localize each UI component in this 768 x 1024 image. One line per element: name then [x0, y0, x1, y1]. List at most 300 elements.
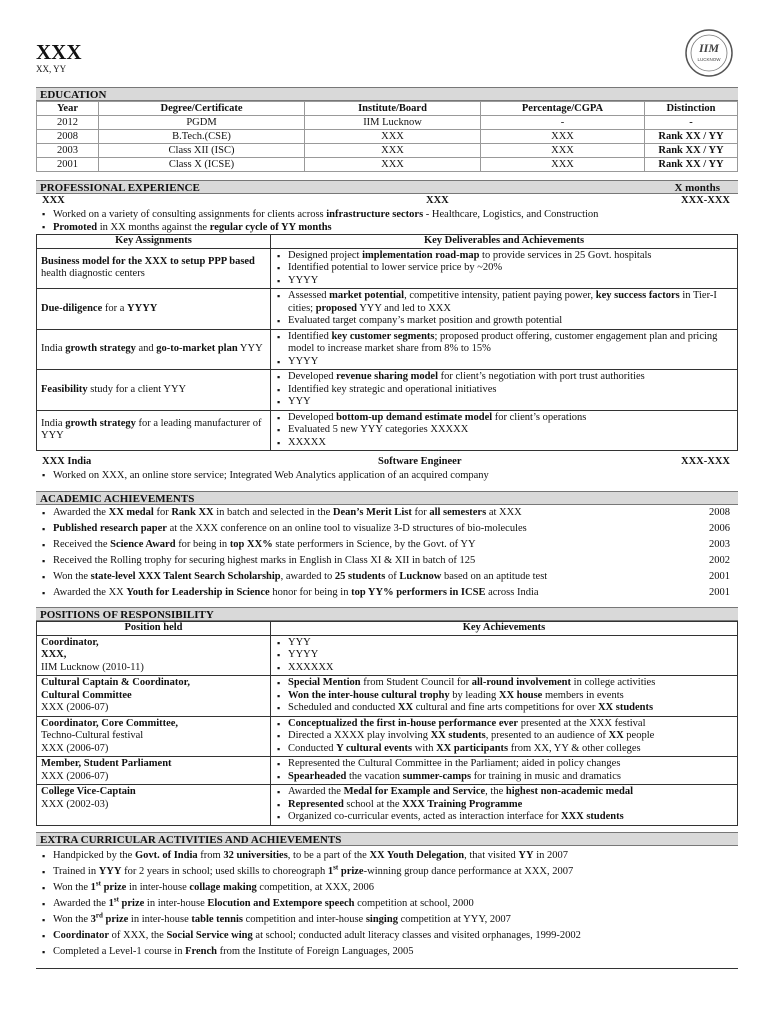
assignment-name — [37, 329, 271, 370]
logo-subtext: LUCKNOW — [697, 57, 721, 62]
logo-text: IIM — [698, 41, 720, 55]
text-run: Promoted — [53, 222, 98, 233]
text-run: 32 universities — [223, 849, 288, 861]
job1-bullet — [42, 221, 738, 234]
position-achievements — [271, 785, 738, 826]
position-achievements — [271, 635, 738, 676]
assignments-table — [36, 234, 738, 451]
deliverable-item — [277, 424, 733, 437]
text-run: Identified — [288, 330, 332, 342]
text-run: Evaluated target company’s market position and growth potential — [288, 315, 563, 326]
academic-list — [36, 505, 738, 601]
text-run: India — [41, 343, 66, 354]
text-run: YYYY — [288, 355, 319, 367]
text-run: regular cycle of YY months — [209, 222, 332, 233]
text-run: growth strategy — [65, 343, 136, 354]
text-run: at XXX — [486, 507, 522, 518]
text-run: YYYY — [288, 274, 319, 286]
text-run: based on an aptitude test — [441, 571, 548, 582]
text-run: presented at the XXX festival — [518, 717, 646, 729]
education-col-head: Degree/Certificate — [99, 102, 305, 116]
job1-dates: XXX-XXX — [681, 195, 730, 206]
text-run: Social Service wing — [166, 929, 253, 941]
text-run: XXX students — [560, 811, 624, 822]
text-run: rd — [95, 911, 103, 919]
extra-item — [42, 848, 738, 864]
extra-item — [42, 944, 738, 960]
text-run: top YY% performers in ICSE — [351, 587, 486, 598]
position-achievements — [271, 716, 738, 757]
position-achievement-item — [277, 649, 733, 662]
position-line — [41, 799, 266, 812]
text-run: health diagnostic centers — [41, 268, 145, 280]
text-run: competition, at XXX, 2006 — [256, 881, 375, 893]
text-run: XX house — [498, 689, 543, 701]
text-run: Published research paper — [53, 523, 167, 534]
text-run: Awarded the — [288, 786, 344, 797]
text-run: Worked on a variety of consulting assignments for clients across — [53, 209, 327, 220]
academic-year: 2002 — [709, 555, 730, 566]
extra-item — [42, 896, 738, 912]
text-run: YYY — [98, 865, 122, 877]
text-run: Conducted — [288, 742, 337, 754]
text-run: revenue sharing model — [336, 371, 438, 382]
education-cell: Class XII (ISC) — [99, 144, 305, 158]
text-run: prize — [118, 897, 145, 909]
academic-year: 2006 — [709, 523, 730, 534]
text-run: study for a client YYY — [87, 383, 187, 395]
text-run: st — [95, 879, 101, 887]
education-cell: XXX — [305, 130, 481, 144]
position-line — [41, 662, 266, 675]
academic-item — [36, 585, 738, 601]
text-run: Organized co-curricular events, acted as interaction interface for — [288, 811, 561, 822]
text-run: Trained in — [53, 865, 99, 877]
text-run: Scheduled and conducted — [288, 702, 398, 713]
text-run: Youth for Leadership in Science — [126, 587, 270, 598]
job2-role: Software Engineer — [378, 456, 462, 467]
text-run: Developed — [288, 371, 337, 382]
text-run: Coordinator, Core Committee, — [41, 717, 179, 729]
text-run: top XX% — [229, 539, 273, 550]
text-run: competition at school, 2000 — [354, 897, 474, 909]
deliverable-item — [277, 437, 733, 450]
text-run: XX participants — [436, 742, 509, 754]
text-run: YYY — [288, 396, 311, 407]
text-run: with — [412, 742, 437, 754]
academic-item — [36, 505, 738, 521]
text-run: Received the — [53, 539, 111, 550]
deliverable-item — [277, 275, 733, 288]
position-row — [37, 785, 738, 826]
education-col-head: Institute/Board — [305, 102, 481, 116]
academic-year: 2008 — [709, 507, 730, 518]
text-run: YYYY — [127, 302, 158, 314]
education-heading: EDUCATION — [36, 87, 738, 101]
position-achievement-item — [277, 690, 733, 703]
text-run: state performers in Science, by the Govt. of YY — [272, 539, 476, 550]
text-run: in batch and selected in the — [213, 507, 333, 518]
text-run: proposed — [315, 302, 357, 314]
text-run: Rank XX — [171, 507, 214, 518]
text-run: Special Mention — [288, 677, 361, 688]
text-run: , the — [485, 786, 506, 797]
education-row — [37, 144, 738, 158]
text-run: Due-diligence — [41, 302, 103, 314]
position-held — [37, 785, 271, 826]
assignment-row — [37, 248, 738, 289]
position-achievement-item — [277, 718, 733, 731]
text-run: for client’s operations — [492, 411, 587, 423]
job1-bullet — [42, 208, 738, 221]
assignment-deliverables — [271, 370, 738, 411]
job1-role: XXX — [426, 195, 449, 206]
text-run: in 2007 — [533, 849, 568, 861]
text-run: members in events — [542, 689, 624, 701]
text-run: infrastructure sectors — [326, 209, 424, 220]
text-run: YYY — [288, 636, 311, 648]
position-line — [41, 702, 266, 715]
academic-text — [42, 585, 539, 601]
text-run: honor for being in — [269, 587, 352, 598]
position-row — [37, 757, 738, 785]
text-run: key success factors — [595, 290, 680, 301]
text-run: Y cultural events — [336, 742, 413, 754]
education-cell: XXX — [481, 144, 645, 158]
education-row — [37, 130, 738, 144]
text-run: 25 students — [334, 571, 386, 582]
text-run: and — [135, 343, 157, 354]
text-run: from XX, YY & other colleges — [508, 742, 641, 754]
text-run: Science Award — [110, 539, 176, 550]
text-run: Coordinator — [53, 929, 109, 941]
position-line — [41, 771, 266, 784]
text-run: of XXX, the — [109, 929, 167, 941]
text-run: Completed a Level-1 course in — [53, 945, 186, 957]
text-run: 1 — [327, 865, 334, 877]
extra-item — [42, 880, 738, 896]
academic-item — [36, 537, 738, 553]
academic-text — [42, 569, 547, 585]
text-run: Cultural Captain & Coordinator, — [41, 677, 190, 688]
extra-item — [42, 912, 738, 928]
deliverable-item — [277, 331, 733, 356]
assignments-col-head: Key Assignments — [37, 235, 271, 249]
text-run: Dean’s Merit List — [332, 507, 412, 518]
education-cell: Rank XX / YY — [645, 144, 738, 158]
text-run: , competitive intensity, patient paying power, — [404, 290, 596, 301]
text-run: 1 — [90, 881, 96, 893]
position-row — [37, 676, 738, 717]
deliverable-item — [277, 315, 733, 328]
text-run: go-to-market plan — [156, 343, 238, 354]
text-run: XXX Training Programme — [402, 798, 523, 810]
assignment-deliverables — [271, 289, 738, 330]
text-run: , that visited — [464, 849, 519, 861]
text-run: Spearheaded — [288, 770, 347, 782]
text-run: in college activities — [571, 677, 656, 688]
assignment-row — [37, 329, 738, 370]
academic-year: 2003 — [709, 539, 730, 550]
text-run: XXX (2006-07) — [41, 770, 109, 782]
text-run: , presented to an audience of — [485, 730, 609, 741]
text-run: Elocution and Extempore speech — [207, 897, 355, 909]
position-row — [37, 716, 738, 757]
education-cell: - — [645, 116, 738, 130]
iim-logo — [684, 28, 734, 78]
education-cell: Class X (ICSE) — [99, 158, 305, 172]
academic-year: 2001 — [709, 571, 730, 582]
education-cell: B.Tech.(CSE) — [99, 130, 305, 144]
text-run: - Healthcare, Logistics, and Construction — [423, 209, 599, 220]
text-run: XX Youth Delegation — [369, 849, 465, 861]
text-run: Lucknow — [399, 571, 442, 582]
text-run: for training in music and dramatics — [471, 770, 621, 782]
text-run: highest non-academic medal — [505, 786, 634, 797]
text-run: bottom-up demand estimate model — [336, 411, 493, 423]
text-run: YYY — [237, 343, 263, 354]
text-run: competition and inter-house — [243, 913, 366, 925]
text-run: Cultural Committee — [41, 689, 132, 701]
text-run: for a leading manufacturer of YYY — [41, 417, 262, 442]
academic-text — [42, 505, 522, 521]
text-run: College Vice-Captain — [41, 786, 136, 797]
academic-text — [42, 553, 475, 569]
text-run: XXX (2006-07) — [41, 742, 109, 754]
text-run: school at the — [343, 798, 403, 810]
text-run: by leading — [449, 689, 499, 701]
text-run: -winning group dance performance at XXX, 2007 — [363, 865, 574, 877]
position-line — [41, 743, 266, 756]
resume-page — [36, 40, 738, 969]
extra-heading: EXTRA CURRICULAR ACTIVITIES AND ACHIEVEMENTS — [36, 832, 738, 846]
position-line — [41, 718, 266, 731]
text-run: 3 — [90, 913, 96, 925]
text-run: Evaluated 5 new YYY categories XXXXX — [288, 424, 469, 435]
footer-rule — [36, 968, 738, 969]
job1-line — [36, 194, 738, 208]
deliverable-item — [277, 396, 733, 409]
text-run: Coordinator, — [41, 636, 99, 648]
text-run: Represented the Cultural Committee in the Parliament; aided in policy changes — [288, 758, 621, 769]
text-run: growth strategy — [65, 417, 136, 429]
text-run: st — [113, 895, 119, 903]
education-col-head: Distinction — [645, 102, 738, 116]
position-line — [41, 786, 266, 799]
text-run: Handpicked by the — [53, 849, 135, 861]
position-line — [41, 758, 266, 771]
education-cell: - — [481, 116, 645, 130]
text-run: Identified potential to lower service price by ~20% — [288, 262, 503, 273]
deliverable-item — [277, 250, 733, 263]
education-cell: Rank XX / YY — [645, 158, 738, 172]
text-run: in XX months against the — [97, 222, 210, 233]
text-run: collage making — [189, 881, 257, 893]
education-table — [36, 101, 738, 172]
position-line — [41, 637, 266, 650]
deliverable-item — [277, 371, 733, 384]
job2-bullet: ▪ Worked on XXX, an online store service; Integrated Web Analytics application of an acquired company — [42, 469, 738, 482]
text-run: in inter-house — [144, 897, 208, 909]
assignment-deliverables — [271, 329, 738, 370]
text-run: Business model for the XXX to setup PPP based — [41, 255, 255, 267]
position-achievement-item — [277, 758, 733, 771]
position-line — [41, 649, 266, 662]
text-run: , to be a part of the — [287, 849, 370, 861]
position-line — [41, 730, 266, 743]
academic-item — [36, 521, 738, 537]
position-achievement-item — [277, 799, 733, 812]
experience-heading: PROFESSIONAL EXPERIENCE X months — [36, 180, 738, 194]
text-run: XXXXX — [288, 436, 326, 448]
text-run: all-round involvement — [471, 677, 572, 688]
extra-item — [42, 864, 738, 880]
position-achievement-item — [277, 637, 733, 650]
assignment-name — [37, 248, 271, 289]
text-run: state-level XXX Talent Search Scholarship — [90, 571, 281, 582]
position-achievement-item — [277, 662, 733, 675]
text-run: singing — [365, 913, 398, 925]
text-run: XXX (2002-03) — [41, 798, 109, 810]
education-cell: 2012 — [37, 116, 99, 130]
text-run: Identified key strategic and operational initiatives — [288, 383, 497, 395]
achievement-col-head: Key Achievements — [271, 622, 738, 636]
text-run: implementation road-map — [362, 249, 480, 261]
text-run: XXXXXX — [288, 661, 334, 673]
education-cell: 2003 — [37, 144, 99, 158]
text-run: at school; conducted adult literacy classes and visited orphanages, 1999-2002 — [252, 929, 581, 941]
positions-table — [36, 621, 738, 826]
assignment-deliverables — [271, 248, 738, 289]
position-achievement-item — [277, 702, 733, 715]
position-col-head: Position held — [37, 622, 271, 636]
text-run: all semesters — [429, 507, 487, 518]
text-run: from the Institute of Foreign Languages, 2005 — [216, 945, 414, 957]
position-held — [37, 676, 271, 717]
text-run: India — [41, 417, 66, 429]
education-cell: 2001 — [37, 158, 99, 172]
text-run: key customer segments — [331, 330, 435, 342]
assignment-row — [37, 370, 738, 411]
position-achievement-item — [277, 786, 733, 799]
text-run: Designed project — [288, 249, 363, 261]
academic-year: 2001 — [709, 587, 730, 598]
extra-item — [42, 928, 738, 944]
position-achievement-item — [277, 743, 733, 756]
education-row — [37, 116, 738, 130]
job2-line — [36, 455, 738, 469]
text-run: market potential — [329, 290, 405, 301]
text-run: Won the — [53, 913, 91, 925]
experience-duration: X months — [674, 182, 720, 194]
text-run: Won the — [53, 881, 91, 893]
text-run: Awarded the — [53, 897, 109, 909]
deliverable-item — [277, 290, 733, 315]
education-row — [37, 158, 738, 172]
text-run: for client’s negotiation with port trust authorities — [438, 371, 645, 382]
text-run: Conceptualized the first in-house performance ever — [288, 717, 519, 729]
text-run: YYY and led to XXX — [356, 302, 451, 314]
assignment-name — [37, 410, 271, 451]
candidate-name: XXX — [36, 40, 82, 64]
education-cell: Rank XX / YY — [645, 130, 738, 144]
text-run: st — [333, 863, 339, 871]
text-run: XX medal — [108, 507, 154, 518]
education-cell: XXX — [481, 158, 645, 172]
job2-bullets — [36, 469, 738, 482]
assignment-row — [37, 289, 738, 330]
text-run: XX students — [597, 702, 654, 713]
text-run: Feasibility — [41, 383, 88, 395]
position-line — [41, 690, 266, 703]
assignment-name — [37, 370, 271, 411]
academic-item — [36, 553, 738, 569]
text-run: XXX, — [41, 649, 67, 660]
text-run: Won the inter-house cultural trophy — [288, 689, 450, 701]
job2-dates: XXX-XXX — [681, 456, 730, 467]
position-held — [37, 635, 271, 676]
text-run: Techno-Cultural festival — [41, 730, 144, 741]
text-run: Govt. of India — [134, 849, 198, 861]
job1-org: XXX — [42, 195, 65, 206]
position-achievement-item — [277, 811, 733, 824]
assignment-row — [37, 410, 738, 451]
assignment-deliverables — [271, 410, 738, 451]
positions-heading: POSITIONS OF RESPONSIBILITY — [36, 607, 738, 621]
text-run: at the XXX conference on an online tool to visualize 3-D structures of bio-molecules — [166, 523, 527, 534]
text-run: to provide services in 25 Govt. hospitals — [479, 249, 652, 261]
extra-list — [36, 846, 738, 960]
text-run: summer-camps — [402, 770, 472, 782]
text-run: Represented — [288, 798, 344, 810]
text-run: competition at YYY, 2007 — [397, 913, 511, 925]
deliverable-item — [277, 262, 733, 275]
text-run: Medal for Example and Service — [343, 786, 486, 797]
text-run: for a — [102, 302, 128, 314]
text-run: in Tier-I cities; — [288, 290, 717, 314]
text-run: Awarded the — [53, 507, 109, 518]
text-run: XX students — [430, 730, 486, 741]
text-run: XX — [608, 730, 624, 741]
education-cell: XXX — [305, 144, 481, 158]
text-run: for 2 years in school; used skills to choreograph — [121, 865, 328, 877]
text-run: ; proposed product offering, customer engagement plan and pricing model to increase market share from 8% to 15% — [288, 330, 718, 354]
job1-bullets — [36, 208, 738, 234]
deliverable-item — [277, 356, 733, 369]
education-cell: XXX — [481, 130, 645, 144]
text-run: in inter-house — [128, 913, 192, 925]
text-run: for being in — [175, 539, 230, 550]
text-run: from — [197, 849, 224, 861]
text-run: prize — [102, 913, 129, 925]
text-run: of — [385, 571, 400, 582]
position-achievements — [271, 676, 738, 717]
deliverable-item — [277, 384, 733, 397]
position-row — [37, 635, 738, 676]
text-run: table tennis — [191, 913, 243, 925]
position-achievements — [271, 757, 738, 785]
deliverable-item — [277, 412, 733, 425]
text-run: 1 — [108, 897, 114, 909]
text-run: for — [153, 507, 172, 518]
text-run: Directed a XXXX play involving — [288, 730, 431, 741]
text-run: from Student Council for — [360, 677, 472, 688]
text-run: , awarded to — [280, 571, 335, 582]
text-run: Member, Student Parliament — [41, 758, 172, 769]
academic-text — [42, 521, 527, 537]
candidate-sub: XX, YY — [36, 64, 67, 74]
academic-heading: ACADEMIC ACHIEVEMENTS — [36, 491, 738, 505]
